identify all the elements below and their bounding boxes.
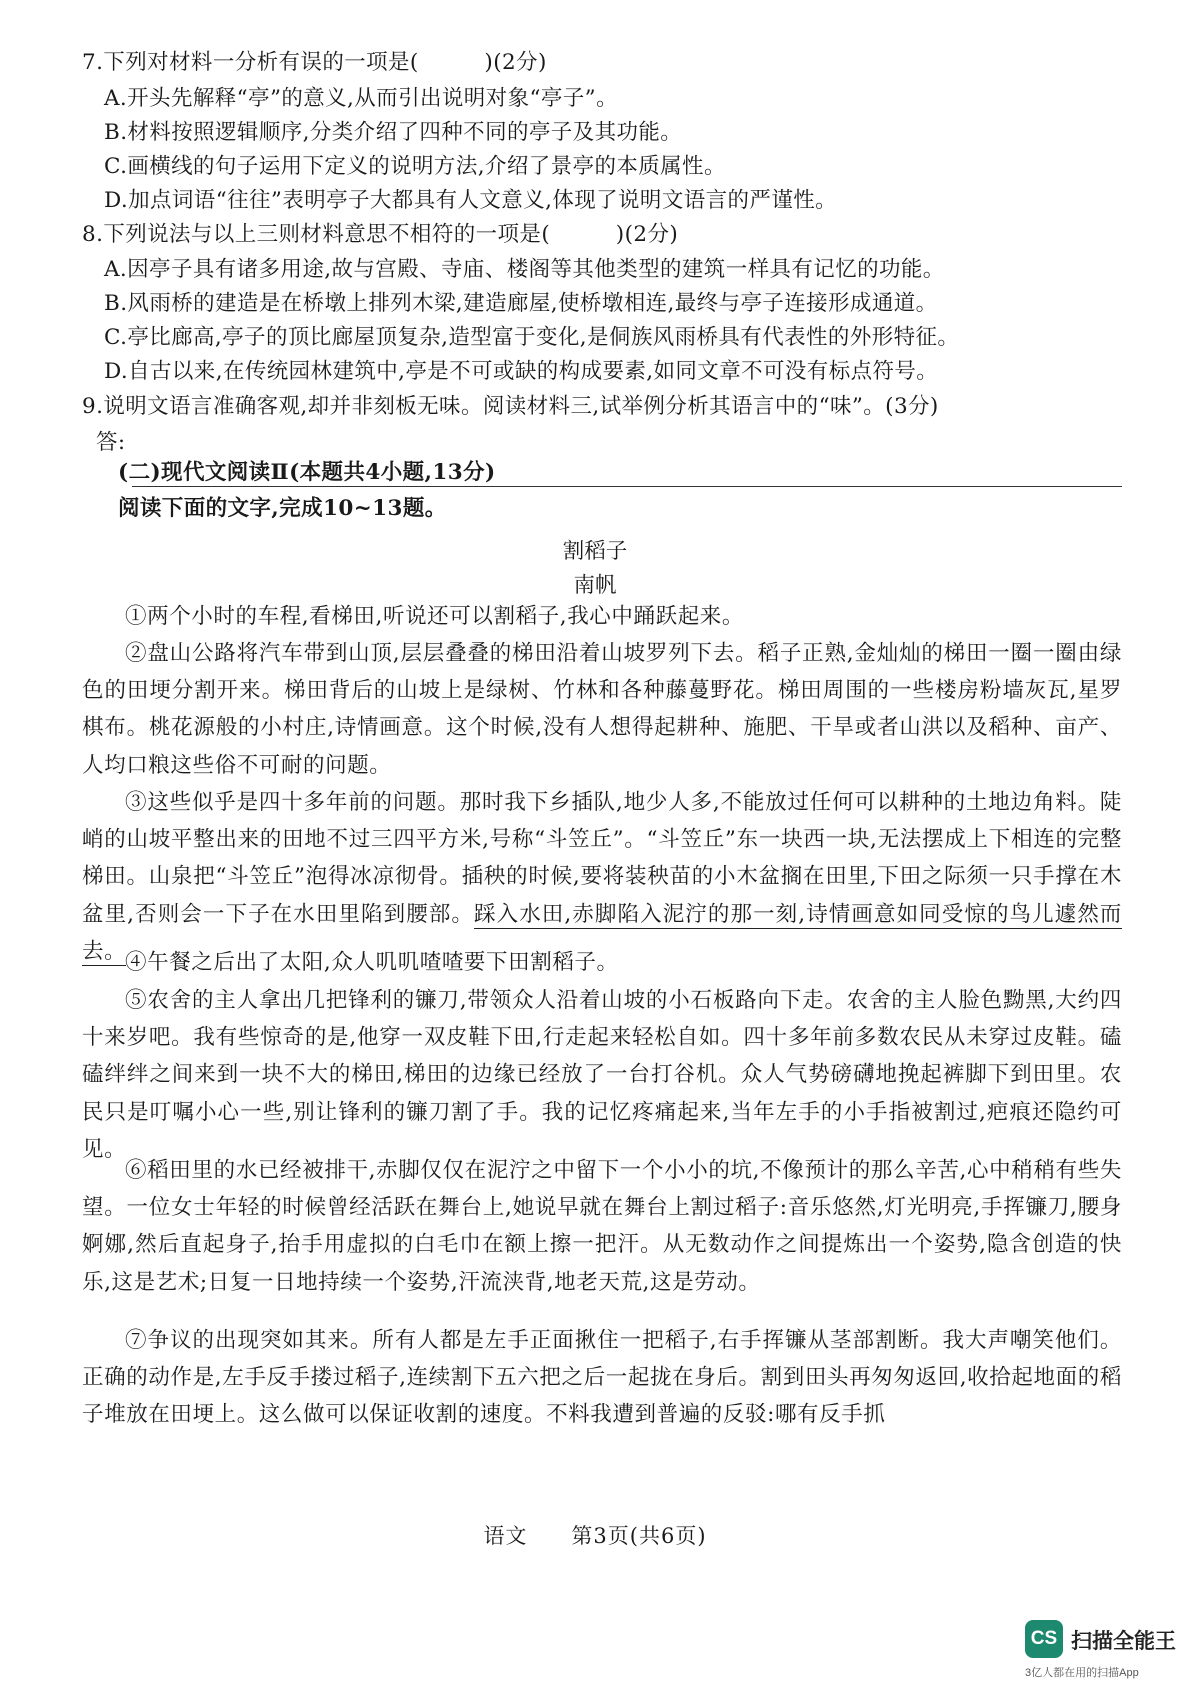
question-8-option-b: B.风雨桥的建造是在桥墩上排列木梁,建造廊屋,使桥墩相连,最终与亭子连接形成通道。 xyxy=(104,291,938,316)
question-7-stem: 7.下列对材料一分析有误的一项是( )(2分) xyxy=(82,50,547,75)
watermark-name: 扫描全能王 xyxy=(1071,1630,1176,1653)
article-title: 割稻子 xyxy=(562,539,628,564)
scanner-watermark xyxy=(1025,1620,1185,1680)
question-7-option-a: A.开头先解释“亭”的意义,从而引出说明对象“亭子”。 xyxy=(104,86,618,111)
watermark-subtitle: 3亿人都在用的扫描App xyxy=(1025,1667,1139,1679)
section-instruction: 阅读下面的文字,完成10~13题。 xyxy=(118,496,447,521)
paragraph-7: ⑦争议的出现突如其来。所有人都是左手正面揪住一把稻子,右手挥镰从茎部割断。我大声嘲笑他们。正确的动作是,左手反手搂过稻子,连续割下五六把之后一起拢在身后。割到田头再匆匆返回,收拾起地面的稻子堆放在田埂上。这么做可以保证收割的速度。不料我遭到普遍的反驳:哪有反手抓 xyxy=(82,1328,1122,1428)
page-footer: 语文 第3页(共6页) xyxy=(483,1524,707,1548)
paragraph-4: ④午餐之后出了太阳,众人叽叽喳喳要下田割稻子。 xyxy=(125,950,619,975)
question-8-option-c: C.亭比廊高,亭子的顶比廊屋顶复杂,造型富于变化,是侗族风雨桥具有代表性的外形特征。 xyxy=(104,325,960,350)
paragraph-3-text: ③这些似乎是四十多年前的问题。那时我下乡插队,地少人多,不能放过任何可以耕种的土地边角料。陡峭的山坡平整出来的田地不过三四平方米,号称“斗笠丘”。“斗笠丘”东一块西一块,无法摆成上下相连的完整梯田。山泉把“斗笠丘”泡得冰凉彻骨。插秧的时候,要将装秧苗的小木盆搁在田里,下田之际须一只手撑在木盆里,否则会一下子在水田里陷到腰部。 xyxy=(82,790,1122,927)
paragraph-6: ⑥稻田里的水已经被排干,赤脚仅仅在泥泞之中留下一个小小的坑,不像预计的那么辛苦,心中稍稍有些失望。一位女士年轻的时候曾经活跃在舞台上,她说早就在舞台上割过稻子:音乐悠然,灯光明亮,手挥镰刀,腰身婀娜,然后直起身子,抬手用虚拟的白毛巾在额上擦一把汗。从无数动作之间提炼出一个姿势,隐含创造的快乐,这是艺术;日复一日地持续一个姿势,汗流浃背,地老天荒,这是劳动。 xyxy=(82,1158,1122,1295)
paragraph-2: ②盘山公路将汽车带到山顶,层层叠叠的梯田沿着山坡罗列下去。稻子正熟,金灿灿的梯田一圈一圈由绿色的田埂分割开来。梯田背后的山坡上是绿树、竹林和各种藤蔓野花。梯田周围的一些楼房粉墙灰瓦,星罗棋布。桃花源般的小村庄,诗情画意。这个时候,没有人想得起耕种、施肥、干旱或者山洪以及稻种、亩产、人均口粮这些俗不可耐的问题。 xyxy=(82,641,1122,778)
paragraph-3 xyxy=(82,784,1122,970)
section-title: (二)现代文阅读Ⅱ(本题共4小题,13分) xyxy=(118,460,496,485)
paragraph-5: ⑤农舍的主人拿出几把锋利的镰刀,带领众人沿着山坡的小石板路向下走。农舍的主人脸色黝黑,大约四十来岁吧。我有些惊奇的是,他穿一双皮鞋下田,行走起来轻松自如。四十多年前多数农民从未穿过皮鞋。磕磕绊绊之间来到一块不大的梯田,梯田的边缘已经放了一台打谷机。众人气势磅礴地挽起裤脚下到田里。农民只是叮嘱小心一些,别让锋利的镰刀割了手。我的记忆疼痛起来,当年左手的小手指被割过,疤痕还隐约可见。 xyxy=(82,988,1122,1162)
answer-label: 答: xyxy=(96,430,126,455)
article-author: 南帆 xyxy=(573,573,617,598)
question-8-option-d: D.自古以来,在传统园林建筑中,亭是不可或缺的构成要素,如同文章不可没有标点符号。 xyxy=(104,359,939,384)
question-7-option-b: B.材料按照逻辑顺序,分类介绍了四种不同的亭子及其功能。 xyxy=(104,120,683,145)
question-9-stem: 9.说明文语言准确客观,却并非刻板无味。阅读材料三,试举例分析其语言中的“味”。(3分) xyxy=(82,394,939,419)
question-8-option-a: A.因亭子具有诸多用途,故与宫殿、寺庙、楼阁等其他类型的建筑一样具有记忆的功能。 xyxy=(104,257,945,282)
question-8-stem: 8.下列说法与以上三则材料意思不相符的一项是( )(2分) xyxy=(82,222,679,247)
question-7-option-c: C.画横线的句子运用下定义的说明方法,介绍了景亭的本质属性。 xyxy=(104,154,726,179)
paragraph-1: ①两个小时的车程,看梯田,听说还可以割稻子,我心中踊跃起来。 xyxy=(125,604,745,629)
paragraph-3-underlined-sentence: 踩入水田,赤脚陷入泥泞的那一刻,诗情画意如同受惊的鸟儿遽然而去。 xyxy=(82,901,1123,964)
camscanner-logo-icon: CS xyxy=(1025,1620,1063,1658)
question-7-option-d: D.加点词语“往往”表明亭子大都具有人文意义,体现了说明文语言的严谨性。 xyxy=(104,188,838,213)
